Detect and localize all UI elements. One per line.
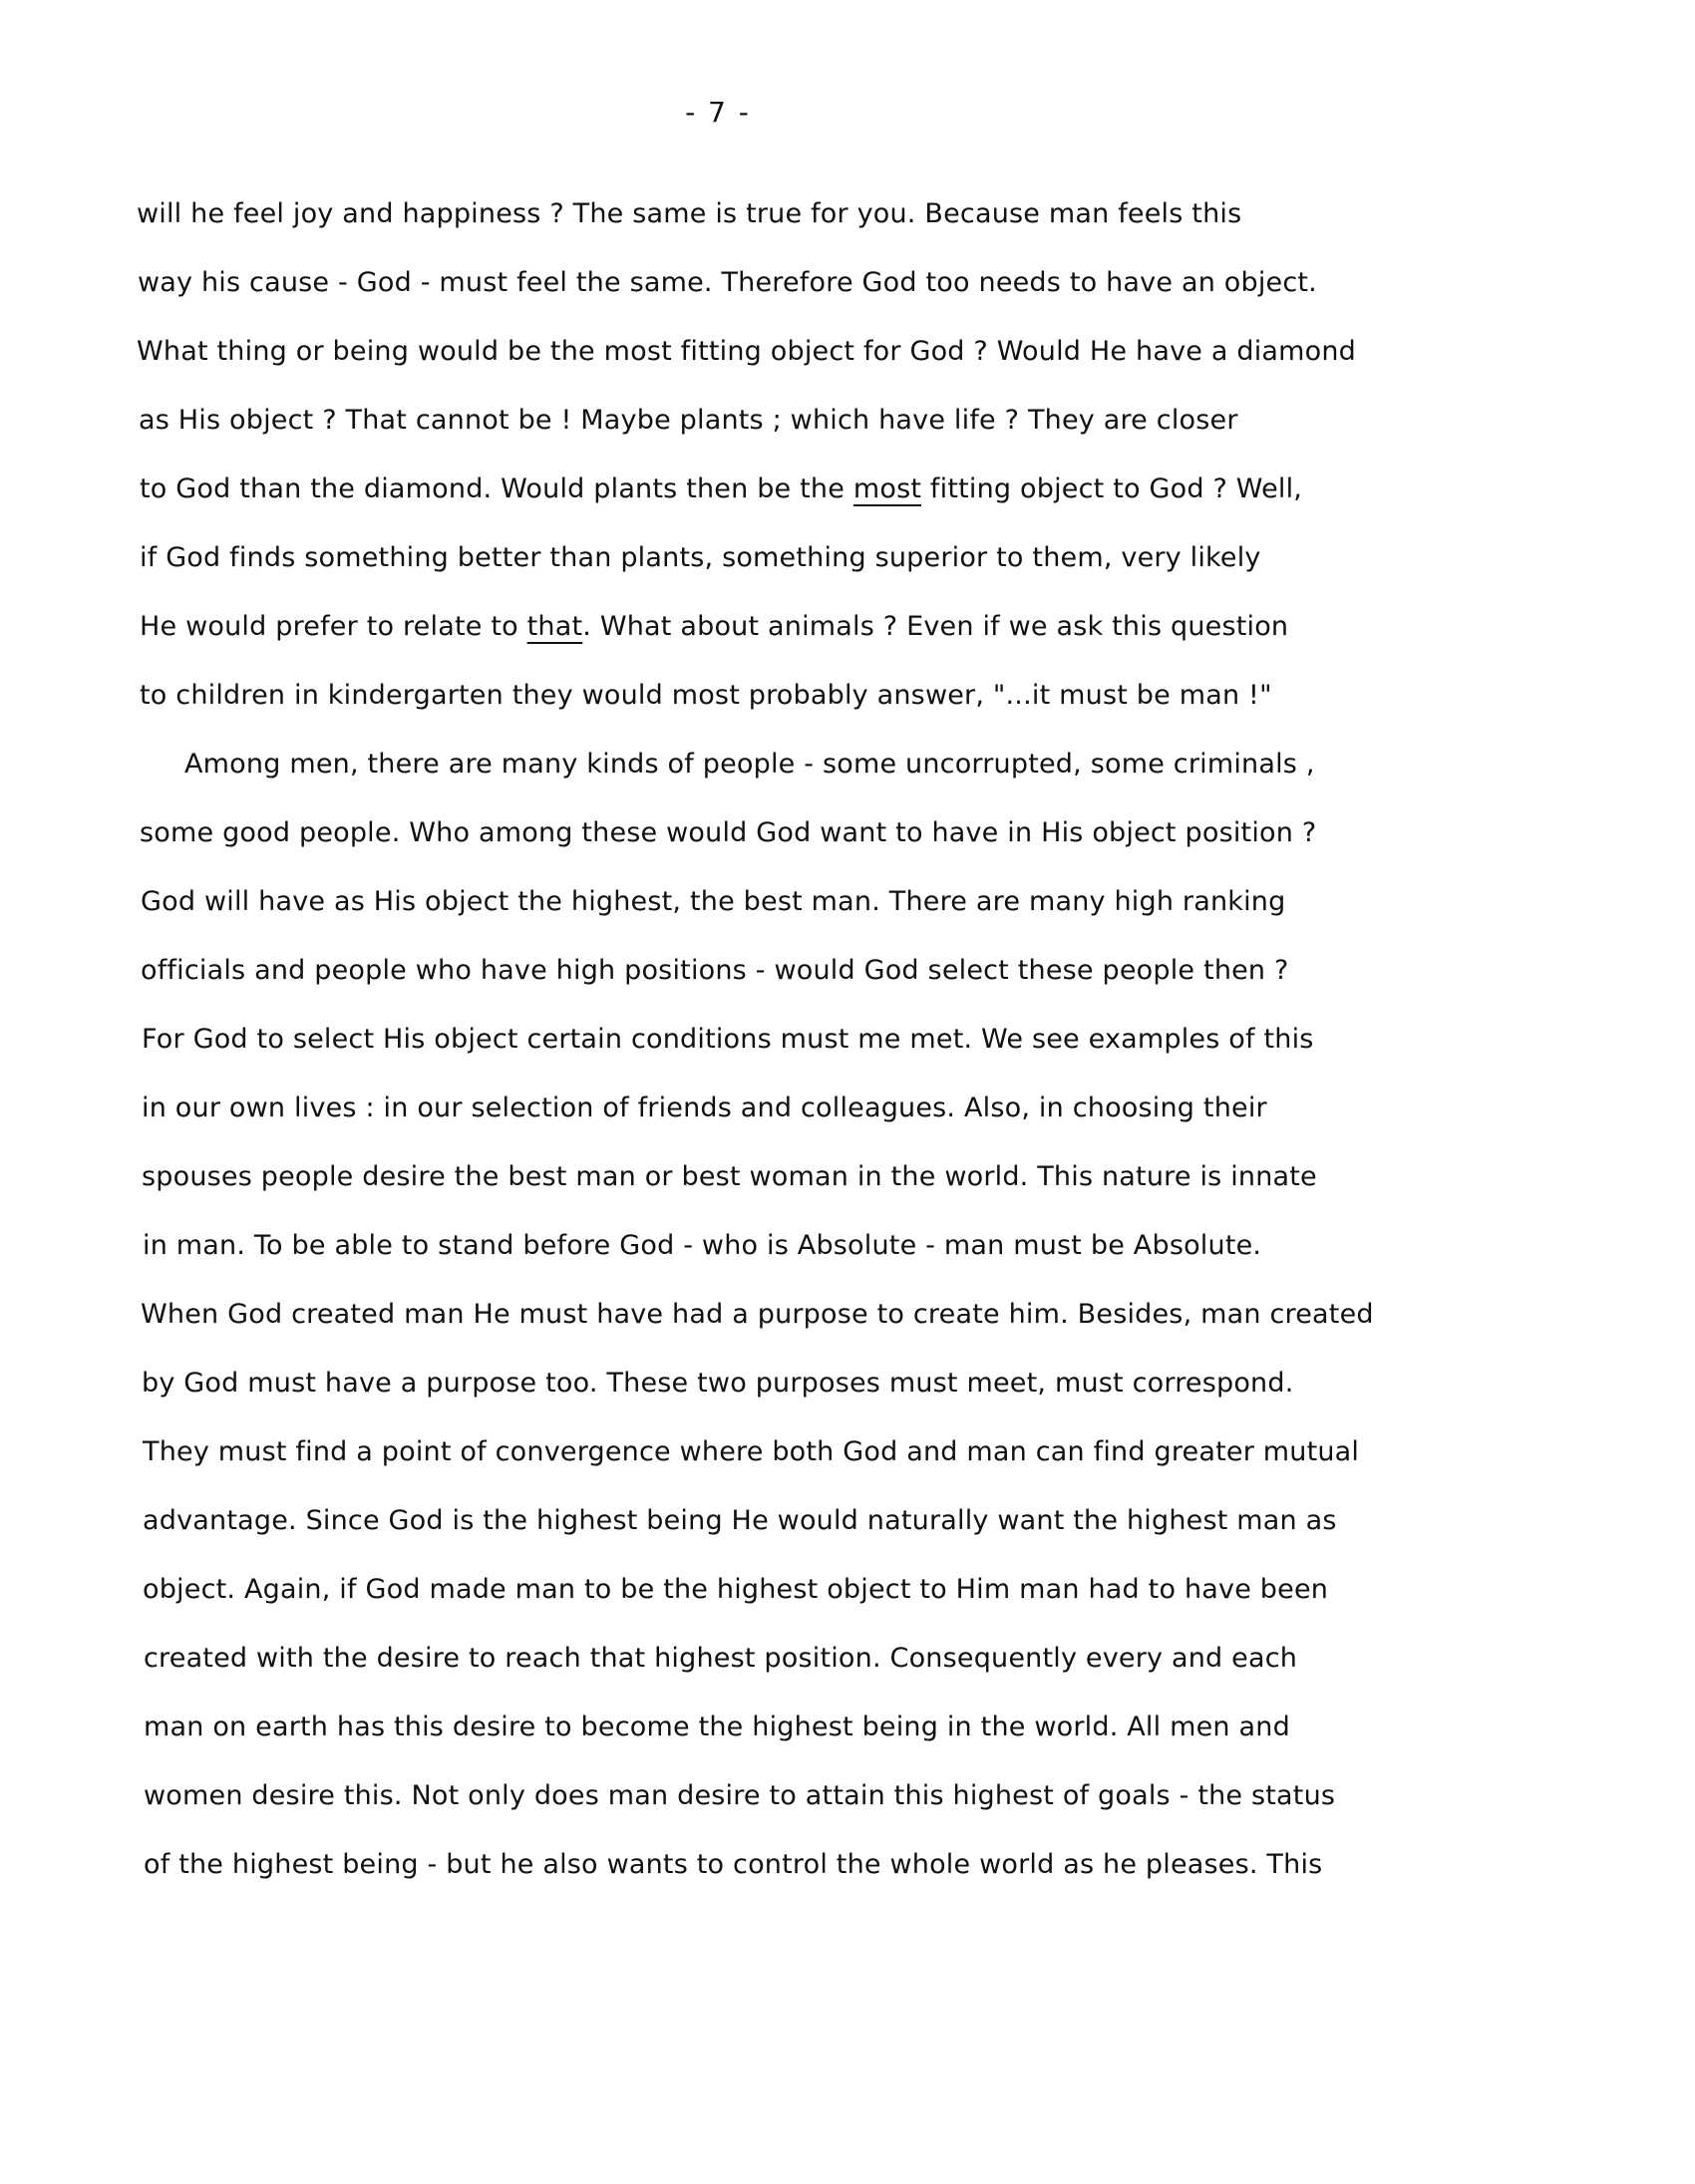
text-segment: fitting object to God ? Well, <box>921 473 1303 504</box>
text-line: God will have as His object the highest, the best man. There are many high ranking <box>141 886 1286 917</box>
text-line: in man. To be able to stand before God - who is Absolute - man must be Absolute. <box>143 1230 1262 1261</box>
text-line: What thing or being would be the most fitting object for God ? Would He have a diamond <box>137 336 1357 367</box>
text-line: in our own lives : in our selection of friends and colleagues. Also, in choosing their <box>142 1092 1267 1123</box>
text-line: if God finds something better than plants, something superior to them, very likely <box>140 542 1261 573</box>
text-segment: He would prefer to relate to <box>140 611 527 642</box>
text-line <box>140 610 1288 644</box>
text-line: way his cause - God - must feel the same. Therefore God too needs to have an object. <box>138 267 1317 298</box>
text-line: They must find a point of convergence where both God and man can find greater mutual <box>143 1436 1360 1467</box>
text-line: will he feel joy and happiness ? The same is true for you. Because man feels this <box>137 198 1242 229</box>
underlined-word: that <box>526 611 583 642</box>
text-line: officials and people who have high positions - would God select these people then ? <box>141 955 1289 986</box>
text-segment: to God than the diamond. Would plants then be the <box>140 473 853 504</box>
text-line: man on earth has this desire to become the highest being in the world. All men and <box>144 1712 1290 1742</box>
page-number: - 7 - <box>685 96 751 129</box>
text-line: women desire this. Not only does man desire to attain this highest of goals - the status <box>144 1780 1336 1811</box>
text-line: some good people. Who among these would God want to have in His object position ? <box>140 817 1317 848</box>
text-line: by God must have a purpose too. These two purposes must meet, must correspond. <box>142 1368 1294 1399</box>
text-line: to children in kindergarten they would most probably answer, "...it must be man !" <box>140 680 1272 711</box>
text-line: advantage. Since God is the highest being He would naturally want the highest man as <box>143 1505 1337 1536</box>
text-line: spouses people desire the best man or best woman in the world. This nature is innate <box>142 1161 1317 1192</box>
underlined-word: most <box>852 473 922 504</box>
text-line: object. Again, if God made man to be the highest object to Him man had to have been <box>143 1574 1329 1605</box>
text-line: as His object ? That cannot be ! Maybe plants ; which have life ? They are closer <box>139 405 1238 436</box>
text-line: created with the desire to reach that highest position. Consequently every and each <box>144 1643 1298 1674</box>
text-line <box>140 472 1302 506</box>
text-line: Among men, there are many kinds of people - some uncorrupted, some criminals , <box>184 749 1315 780</box>
text-segment: . What about animals ? Even if we ask this question <box>582 611 1289 642</box>
text-line: of the highest being - but he also wants to control the whole world as he pleases. This <box>144 1849 1323 1880</box>
text-line: When God created man He must have had a purpose to create him. Besides, man created <box>141 1299 1374 1330</box>
text-line: For God to select His object certain conditions must me met. We see examples of this <box>142 1024 1314 1055</box>
